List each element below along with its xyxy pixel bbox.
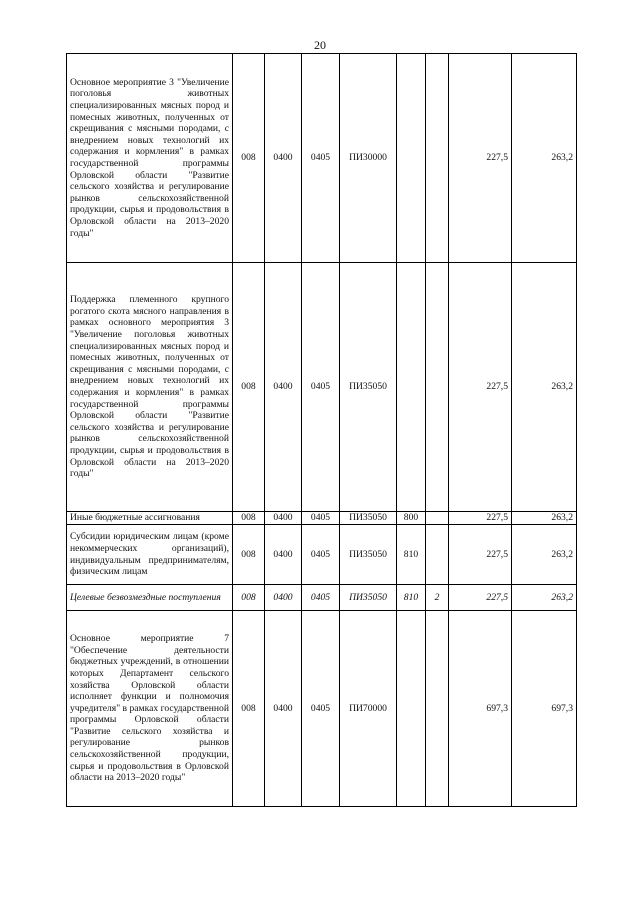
amount-year-2: 263,2 <box>512 525 577 585</box>
row-name: Основное мероприятие 7 "Обеспечение деятельности бюджетных учреждений, в отношении которых Департамент сельского хозяйства Орловской области исполняет функции и полномочия учредителя" в рамках государственной программы Орловской области "Развитие сельского хозяйства и регулирование рынков сельскохозяйственной продукции, сырья и продовольствия в Орловской области на 2013–2020 годы" <box>67 611 233 807</box>
amount-year-1: 227,5 <box>449 512 512 525</box>
target-article-code: ПИ35050 <box>340 525 397 585</box>
target-article-code: ПИ70000 <box>340 611 397 807</box>
table-row <box>67 54 577 263</box>
source-code <box>426 611 449 807</box>
section-code: 0400 <box>265 512 302 525</box>
amount-year-1: 227,5 <box>449 525 512 585</box>
amount-year-1: 227,5 <box>449 585 512 611</box>
table-row <box>67 585 577 611</box>
subsection-code: 0405 <box>302 512 340 525</box>
row-name: Субсидии юридическим лицам (кроме некоммерческих организаций), индивидуальным предпринимателям, физическим лицам <box>67 525 233 585</box>
subsection-code: 0405 <box>302 54 340 263</box>
amount-year-1: 227,5 <box>449 54 512 263</box>
row-name: Поддержка племенного крупного рогатого скота мясного направления в рамках основного мероприятия 3 "Увеличение поголовья животных специализированных мясных пород и помесных животных, полученных от скрещивания с мясными породами, с внедрением новых технологий их содержания и кормления" в рамках государственной программы Орловской области "Развитие сельского хозяйства и регулирование рынков сельскохозяйственной продукции, сырья и продовольствия в Орловской области на 2013–2020 годы" <box>67 263 233 512</box>
target-article-code: ПИ30000 <box>340 54 397 263</box>
amount-year-2: 697,3 <box>512 611 577 807</box>
expense-type-code: 810 <box>397 525 426 585</box>
ministry-code: 008 <box>233 263 265 512</box>
amount-year-2: 263,2 <box>512 585 577 611</box>
target-article-code: ПИ35050 <box>340 263 397 512</box>
amount-year-2: 263,2 <box>512 263 577 512</box>
ministry-code: 008 <box>233 512 265 525</box>
page-number: 20 <box>314 38 326 52</box>
section-code: 0400 <box>265 611 302 807</box>
ministry-code: 008 <box>233 525 265 585</box>
expense-type-code: 810 <box>397 585 426 611</box>
table-row <box>67 525 577 585</box>
source-code <box>426 525 449 585</box>
amount-year-2: 263,2 <box>512 54 577 263</box>
ministry-code: 008 <box>233 585 265 611</box>
section-code: 0400 <box>265 525 302 585</box>
source-code <box>426 512 449 525</box>
row-name: Основное мероприятие 3 "Увеличение поголовья животных специализированных мясных пород и помесных животных, полученных от скрещивания с мясными породами, с внедрением новых технологий их содержания и кормления" в рамках государственной программы Орловской области "Развитие сельского хозяйства и регулирование рынков сельскохозяйственной продукции, сырья и продовольствия в Орловской области на 2013–2020 годы" <box>67 54 233 263</box>
section-code: 0400 <box>265 54 302 263</box>
table-row <box>67 263 577 512</box>
budget-table <box>66 53 577 807</box>
subsection-code: 0405 <box>302 611 340 807</box>
subsection-code: 0405 <box>302 525 340 585</box>
table-row <box>67 512 577 525</box>
section-code: 0400 <box>265 263 302 512</box>
ministry-code: 008 <box>233 611 265 807</box>
row-name: Иные бюджетные ассигнования <box>67 512 233 525</box>
target-article-code: ПИ35050 <box>340 585 397 611</box>
ministry-code: 008 <box>233 54 265 263</box>
expense-type-code <box>397 54 426 263</box>
source-code: 2 <box>426 585 449 611</box>
source-code <box>426 263 449 512</box>
table-row <box>67 611 577 807</box>
expense-type-code <box>397 611 426 807</box>
amount-year-1: 697,3 <box>449 611 512 807</box>
row-name: Целевые безвозмездные поступления <box>67 585 233 611</box>
source-code <box>426 54 449 263</box>
target-article-code: ПИ35050 <box>340 512 397 525</box>
amount-year-1: 227,5 <box>449 263 512 512</box>
section-code: 0400 <box>265 585 302 611</box>
expense-type-code <box>397 263 426 512</box>
subsection-code: 0405 <box>302 263 340 512</box>
expense-type-code: 800 <box>397 512 426 525</box>
subsection-code: 0405 <box>302 585 340 611</box>
amount-year-2: 263,2 <box>512 512 577 525</box>
